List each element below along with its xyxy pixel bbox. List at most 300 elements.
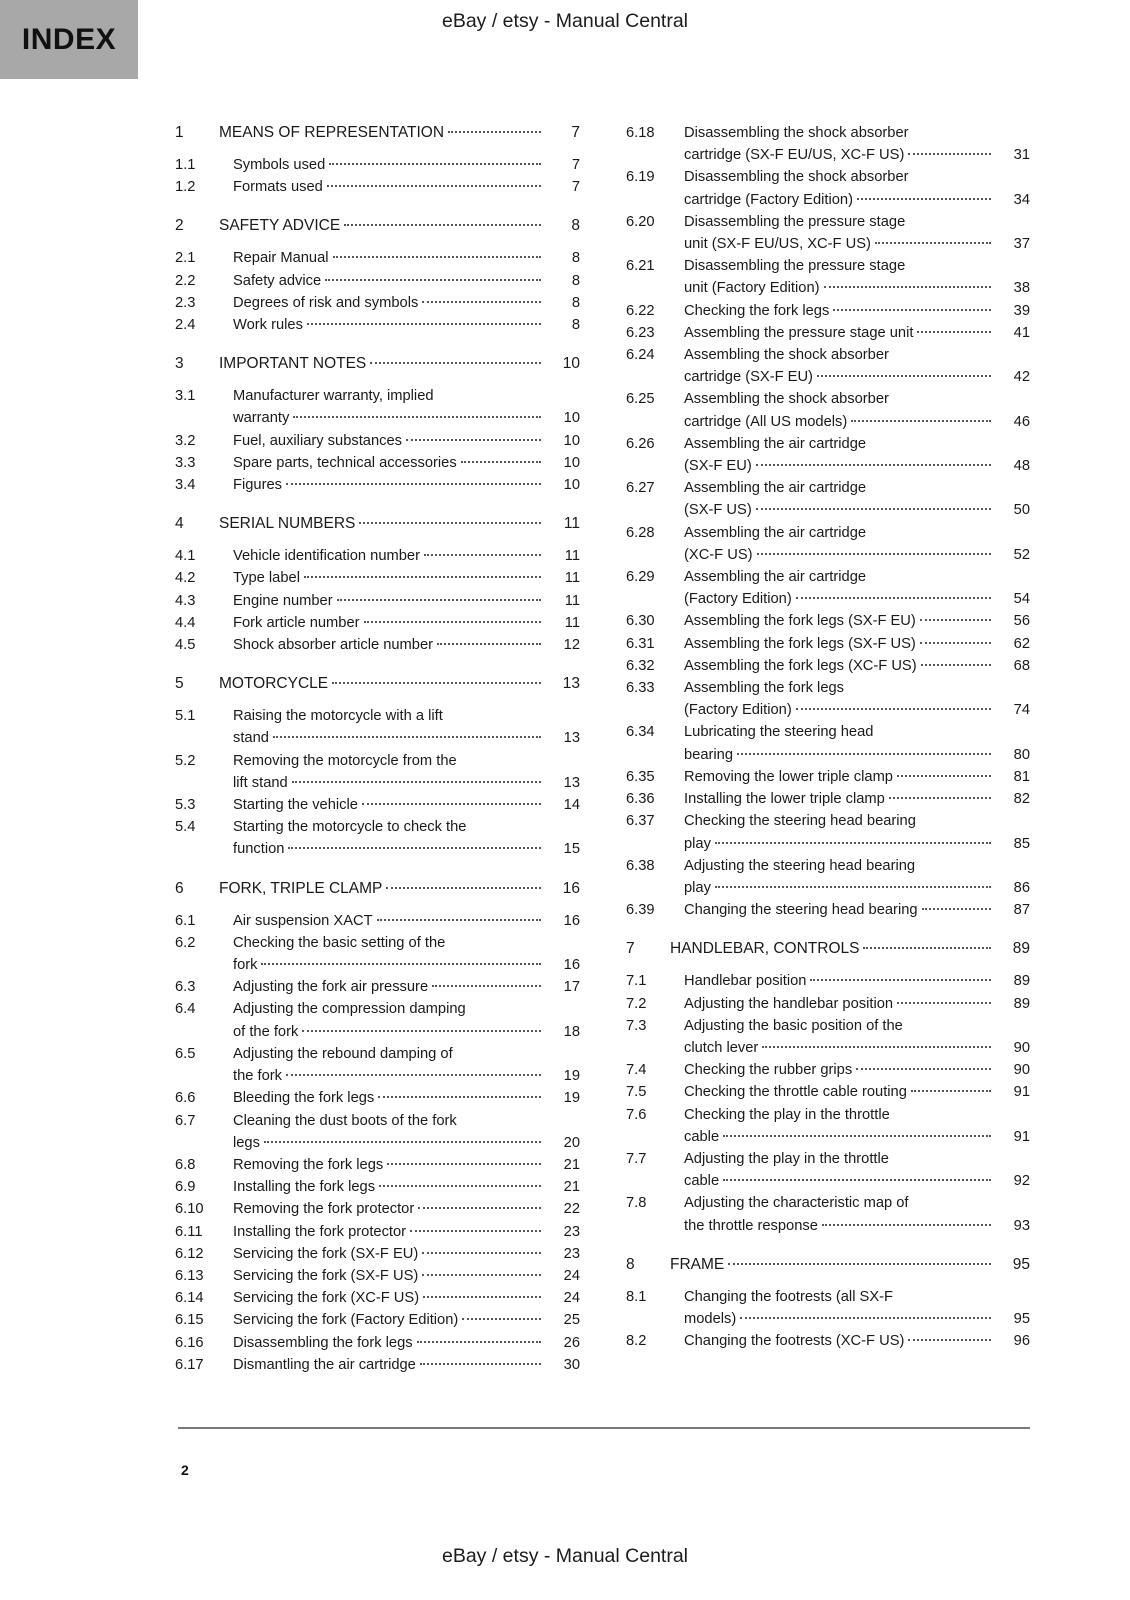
toc-subsection-title	[233, 176, 544, 198]
toc-subsection-title-text: cartridge (SX-F EU/US, XC-F US)	[684, 147, 905, 164]
toc-subsection-row[interactable]	[175, 1154, 580, 1176]
toc-subsection-title	[684, 566, 994, 610]
leader-dots	[432, 985, 541, 987]
toc-subsection-title	[684, 677, 994, 721]
toc-subsection-row[interactable]	[175, 1043, 580, 1087]
toc-subsection-title-text: Assembling the shock absorber	[684, 391, 889, 408]
toc-chapter-row[interactable]	[626, 1254, 1030, 1276]
toc-subsection-title	[233, 1176, 544, 1198]
toc-subsection-title-line	[233, 1221, 544, 1243]
toc-subsection-page: 23	[563, 1245, 580, 1262]
toc-subsection-row[interactable]	[175, 292, 580, 314]
toc-subsection-page: 82	[1013, 791, 1030, 808]
toc-subsection-title-line	[684, 899, 994, 921]
leader-dots	[796, 708, 991, 710]
toc-subsection-title-text: Formats used	[233, 179, 323, 196]
toc-subsection-page: 38	[1013, 280, 1030, 297]
toc-subsection-row[interactable]	[626, 1081, 1030, 1103]
toc-subsection-title-line	[233, 816, 544, 838]
toc-chapter-row[interactable]	[175, 513, 580, 535]
toc-subsection-number: 6.25	[626, 391, 655, 408]
toc-subsection-title	[233, 1265, 544, 1287]
toc-subsection-row[interactable]	[626, 300, 1030, 322]
toc-subsection-row[interactable]	[175, 1198, 580, 1220]
toc-subsection-page: 16	[563, 912, 580, 929]
toc-subsection-title-line	[684, 189, 994, 211]
toc-subsection-number: 6.29	[626, 569, 655, 586]
footer-divider	[178, 1427, 1030, 1429]
toc-subsection-row[interactable]	[175, 474, 580, 496]
toc-subsection-row[interactable]	[626, 211, 1030, 255]
toc-subsection-title	[684, 610, 994, 632]
toc-subsection-row[interactable]	[175, 1110, 580, 1154]
toc-subsection-row[interactable]	[175, 750, 580, 794]
toc-subsection-title-text: Work rules	[233, 317, 303, 334]
leader-dots	[908, 153, 991, 155]
toc-subsection-title	[684, 344, 994, 388]
leader-dots	[810, 979, 991, 981]
toc-subsection-row[interactable]	[626, 970, 1030, 992]
leader-dots	[851, 420, 991, 422]
toc-subsection-row[interactable]	[626, 810, 1030, 854]
toc-subsection-number: 3.1	[175, 388, 196, 405]
toc-subsection-row[interactable]	[175, 816, 580, 860]
toc-subsection-row[interactable]	[175, 1354, 580, 1376]
toc-subsection-title	[684, 1104, 994, 1148]
toc-subsection-title-line	[684, 721, 994, 743]
toc-chapter-number: 2	[175, 217, 184, 235]
toc-subsection-row[interactable]	[626, 610, 1030, 632]
toc-subsection-title-line	[233, 1265, 544, 1287]
toc-subsection-title	[684, 899, 994, 921]
index-tab-label: INDEX	[21, 22, 117, 56]
toc-subsection-title-line	[684, 633, 994, 655]
leader-dots	[921, 664, 991, 666]
toc-subsection-title-text: cable	[684, 1128, 720, 1145]
toc-chapter-number: 3	[175, 355, 184, 373]
toc-subsection-title-line	[233, 247, 544, 269]
toc-subsection-page: 39	[1013, 302, 1030, 319]
toc-subsection-row[interactable]	[175, 910, 580, 932]
toc-subsection-page: 13	[563, 730, 580, 747]
toc-chapter-number: 1	[175, 124, 184, 141]
toc-subsection-title-line	[684, 344, 994, 366]
toc-subsection-title	[233, 545, 544, 567]
toc-subsection-title-line	[684, 993, 994, 1015]
toc-subsection-row[interactable]	[626, 633, 1030, 655]
toc-subsection-title-line	[233, 452, 544, 474]
toc-subsection-title-line	[233, 976, 544, 998]
toc-subsection-page: 7	[571, 179, 580, 196]
leader-dots	[364, 621, 541, 623]
toc-subsection-title-line	[684, 1192, 994, 1214]
toc-subsection-title-text: Removing the fork legs	[233, 1156, 384, 1173]
toc-subsection-title	[684, 211, 994, 255]
toc-subsection-row[interactable]	[175, 1309, 580, 1331]
toc-subsection-page: 11	[564, 570, 580, 587]
toc-subsection-page: 11	[564, 592, 580, 609]
toc-subsection-title-text: Disassembling the shock absorber	[684, 125, 909, 141]
toc-chapter-number: 8	[626, 1255, 635, 1273]
toc-subsection-title	[684, 1286, 994, 1330]
toc-chapter-row[interactable]	[175, 215, 580, 237]
toc-subsection-number: 3.3	[175, 454, 196, 471]
toc-subsection-row[interactable]	[626, 255, 1030, 299]
toc-subsection-row[interactable]	[175, 1087, 580, 1109]
toc-subsection-page: 7	[571, 157, 580, 173]
leader-dots	[756, 508, 991, 510]
toc-subsection-page: 37	[1013, 236, 1030, 253]
toc-subsection-row[interactable]	[175, 154, 580, 176]
toc-subsection-page: 10	[563, 432, 580, 449]
toc-subsection-row[interactable]	[626, 122, 1030, 166]
toc-subsection-title-line	[684, 322, 994, 344]
toc-subsection-row[interactable]	[626, 788, 1030, 810]
toc-subsection-row[interactable]	[175, 1221, 580, 1243]
leader-dots	[273, 736, 541, 738]
toc-subsection-title	[233, 1332, 544, 1354]
leader-dots	[302, 1030, 541, 1032]
toc-subsection-number: 6.18	[626, 125, 655, 141]
leader-dots	[437, 643, 541, 645]
leader-dots	[875, 242, 991, 244]
toc-subsection-page: 90	[1013, 1062, 1030, 1079]
toc-subsection-row[interactable]	[175, 612, 580, 634]
toc-subsection-title-line	[684, 855, 994, 877]
toc-subsection-number: 6.7	[175, 1112, 196, 1129]
toc-subsection-title-text: Checking the rubber grips	[684, 1062, 853, 1079]
toc-subsection-row[interactable]	[626, 1330, 1030, 1352]
toc-subsection-row[interactable]	[175, 247, 580, 269]
toc-subsection-row[interactable]	[626, 322, 1030, 344]
toc-subsection-page: 10	[563, 410, 580, 427]
toc-subsection-title-line	[684, 166, 994, 188]
toc-subsection-title	[684, 122, 994, 166]
toc-subsection-row[interactable]	[175, 1287, 580, 1309]
toc-subsection-title	[233, 1354, 544, 1376]
toc-subsection-page: 31	[1013, 147, 1030, 164]
toc-subsection-title-line	[233, 1087, 544, 1109]
toc-subsection-page: 18	[563, 1023, 580, 1040]
toc-subsection-title-text: Shock absorber article number	[233, 637, 434, 654]
leader-dots	[715, 886, 991, 888]
toc-subsection-title-text: Removing the lower triple clamp	[684, 768, 893, 785]
toc-subsection-title-text: warranty	[233, 410, 290, 427]
toc-subsection-title-line	[233, 567, 544, 589]
toc-subsection-title	[233, 567, 544, 589]
toc-subsection-title	[684, 810, 994, 854]
toc-subsection-row[interactable]	[626, 677, 1030, 721]
toc-subsection-row[interactable]	[175, 794, 580, 816]
toc-subsection-title	[684, 388, 994, 432]
toc-subsection-row[interactable]	[626, 721, 1030, 765]
toc-subsection-title	[684, 766, 994, 788]
toc-subsection-row[interactable]	[626, 522, 1030, 566]
toc-subsection-number: 2.2	[175, 272, 196, 289]
toc-subsection-title-text: Changing the steering head bearing	[684, 902, 918, 919]
toc-subsection-title	[684, 1148, 994, 1192]
toc-subsection-title-line	[684, 211, 994, 233]
toc-subsection-title-line	[684, 1286, 994, 1308]
toc-subsection-row[interactable]	[626, 433, 1030, 477]
toc-subsection-row[interactable]	[175, 176, 580, 198]
toc-subsection-title-line	[233, 1043, 544, 1065]
toc-subsection-title-text: unit (Factory Edition)	[684, 280, 820, 297]
toc-subsection-title-line	[233, 1021, 544, 1043]
toc-subsection-title-text: Assembling the air cartridge	[684, 569, 867, 586]
toc-subsection-title-text: Adjusting the basic position of the	[684, 1017, 903, 1034]
toc-subsection-title-text: cartridge (Factory Edition)	[684, 191, 853, 208]
toc-subsection-title-line	[684, 300, 994, 322]
toc-subsection-page: 86	[1013, 879, 1030, 896]
toc-subsection-title-text: Spare parts, technical accessories	[233, 454, 457, 471]
toc-subsection-title-line	[233, 154, 544, 176]
toc-subsection-title-text: Assembling the air cartridge	[684, 435, 867, 452]
toc-subsection-row[interactable]	[626, 855, 1030, 899]
toc-subsection-row[interactable]	[626, 1015, 1030, 1059]
toc-subsection-number: 6.8	[175, 1156, 196, 1173]
toc-subsection-page: 95	[1013, 1310, 1030, 1327]
toc-subsection-page: 54	[1013, 591, 1030, 608]
toc-subsection-page: 91	[1013, 1084, 1030, 1101]
toc-subsection-row[interactable]	[175, 634, 580, 656]
toc-subsection-row[interactable]	[626, 1286, 1030, 1330]
toc-subsection-title-line	[233, 314, 544, 336]
leader-dots	[911, 1090, 991, 1092]
toc-subsection-number: 6.33	[626, 680, 655, 697]
toc-subsection-page: 42	[1013, 369, 1030, 386]
toc-subsection-title-text: Servicing the fork (XC-F US)	[233, 1290, 420, 1307]
toc-subsection-row[interactable]	[626, 766, 1030, 788]
toc-chapter-title: IMPORTANT NOTES	[219, 355, 367, 373]
leader-dots	[728, 1263, 991, 1265]
toc-subsection-title-line	[233, 292, 544, 314]
toc-subsection-row[interactable]	[175, 314, 580, 336]
leader-dots	[325, 279, 541, 281]
toc-subsection-title-line	[684, 1037, 994, 1059]
toc-subsection-title-line	[233, 385, 544, 407]
toc-subsection-number: 6.2	[175, 934, 196, 951]
toc-subsection-page: 24	[563, 1290, 580, 1307]
toc-subsection-title-text: Servicing the fork (SX-F US)	[233, 1267, 419, 1284]
toc-subsection-title-text: Installing the fork protector	[233, 1223, 407, 1240]
toc-subsection-title-text: Adjusting the characteristic map of	[684, 1195, 909, 1212]
toc-subsection-title-text: legs	[233, 1134, 260, 1151]
toc-subsection-title	[233, 292, 544, 314]
toc-chapter-page: 95	[1012, 1255, 1030, 1273]
toc-subsection-row[interactable]	[175, 705, 580, 749]
toc-subsection-row[interactable]	[626, 566, 1030, 610]
toc-subsection-title	[684, 1330, 994, 1352]
toc-subsection-number: 6.14	[175, 1290, 204, 1307]
toc-subsection-title-line	[684, 366, 994, 388]
toc-subsection-number: 7.7	[626, 1150, 647, 1167]
toc-subsection-title	[684, 633, 994, 655]
toc-subsection-page: 14	[563, 797, 580, 814]
toc-subsection-title	[233, 1221, 544, 1243]
toc-subsection-title	[684, 1059, 994, 1081]
toc-subsection-title-line	[684, 766, 994, 788]
toc-subsection-number: 6.6	[175, 1090, 196, 1107]
toc-subsection-row[interactable]	[626, 899, 1030, 921]
toc-subsection-number: 6.13	[175, 1267, 204, 1284]
toc-subsection-row[interactable]	[626, 1059, 1030, 1081]
toc-subsection-number: 6.34	[626, 724, 655, 741]
toc-subsection-title-line	[233, 954, 544, 976]
toc-subsection-row[interactable]	[626, 477, 1030, 521]
toc-subsection-title-text: Disassembling the pressure stage	[684, 258, 906, 275]
toc-subsection-page: 11	[564, 548, 580, 565]
toc-subsection-number: 6.9	[175, 1179, 196, 1196]
toc-subsection-row[interactable]	[626, 655, 1030, 677]
toc-subsection-row[interactable]	[175, 545, 580, 567]
toc-subsection-number: 6.26	[626, 435, 655, 452]
toc-subsection-page: 21	[563, 1156, 580, 1173]
toc-subsection-row[interactable]	[175, 998, 580, 1042]
leader-dots	[897, 775, 991, 777]
toc-subsection-title-line	[684, 877, 994, 899]
leader-dots	[833, 309, 991, 311]
page-number: 2	[181, 1462, 189, 1478]
toc-subsection-title-line	[233, 1287, 544, 1309]
toc-subsection-title-line	[684, 233, 994, 255]
leader-dots	[756, 464, 991, 466]
toc-subsection-title-line	[684, 677, 994, 699]
toc-subsection-row[interactable]	[175, 1332, 580, 1354]
leader-dots	[817, 375, 991, 377]
toc-subsection-page: 96	[1013, 1333, 1030, 1350]
leader-dots	[863, 947, 991, 949]
toc-subsection-row[interactable]	[626, 1148, 1030, 1192]
toc-subsection-row[interactable]	[175, 452, 580, 474]
toc-subsection-title-line	[684, 433, 994, 455]
toc-subsection-title-text: Assembling the fork legs (XC-F US)	[684, 657, 917, 674]
toc-chapter-page: 89	[1012, 940, 1030, 958]
toc-subsection-title-text: Adjusting the compression damping	[233, 1001, 466, 1018]
toc-subsection-number: 4.4	[175, 614, 196, 631]
toc-subsection-number: 2.4	[175, 317, 196, 334]
toc-subsection-number: 4.1	[175, 548, 196, 565]
toc-subsection-row[interactable]	[175, 385, 580, 429]
toc-subsection-title-line	[233, 270, 544, 292]
toc-subsection-title-text: stand	[233, 730, 269, 747]
leader-dots	[715, 842, 991, 844]
toc-subsection-number: 6.39	[626, 902, 655, 919]
toc-subsection-title	[233, 612, 544, 634]
toc-chapter-page: 10	[562, 355, 580, 373]
toc-subsection-page: 62	[1013, 635, 1030, 652]
toc-subsection-title	[233, 474, 544, 496]
toc-chapter-title: HANDLEBAR, CONTROLS	[670, 940, 860, 958]
toc-chapter-title: MEANS OF REPRESENTATION	[219, 124, 445, 141]
leader-dots	[286, 1074, 541, 1076]
toc-subsection-row[interactable]	[175, 270, 580, 292]
toc-subsection-number: 5.2	[175, 752, 196, 769]
toc-subsection-title-text: clutch lever	[684, 1039, 759, 1056]
toc-subsection-number: 7.3	[626, 1017, 647, 1034]
toc-subsection-row[interactable]	[175, 1243, 580, 1265]
toc-chapter-row[interactable]	[626, 938, 1030, 960]
toc-subsection-title-text: function	[233, 841, 285, 858]
toc-subsection-row[interactable]	[626, 344, 1030, 388]
toc-subsection-page: 30	[563, 1356, 580, 1373]
toc-subsection-title-text: bearing	[684, 746, 733, 763]
toc-subsection-page: 26	[563, 1334, 580, 1351]
toc-subsection-title	[233, 270, 544, 292]
toc-subsection-title-text: Adjusting the handlebar position	[684, 995, 894, 1012]
toc-subsection-title	[233, 910, 544, 932]
toc-subsection-page: 90	[1013, 1039, 1030, 1056]
toc-chapter-number: 7	[626, 940, 635, 958]
toc-subsection-title	[684, 433, 994, 477]
toc-chapter-page: 8	[571, 217, 580, 235]
toc-subsection-page: 19	[563, 1090, 580, 1107]
toc-subsection-title-line	[684, 610, 994, 632]
toc-subsection-row[interactable]	[175, 932, 580, 976]
toc-subsection-page: 87	[1013, 902, 1030, 919]
toc-subsection-row[interactable]	[626, 993, 1030, 1015]
toc-subsection-title-text: Assembling the fork legs (SX-F EU)	[684, 613, 916, 630]
toc-subsection-title-line	[684, 655, 994, 677]
leader-dots	[420, 1363, 541, 1365]
toc-subsection-title-line	[233, 176, 544, 198]
toc-subsection-row[interactable]	[175, 567, 580, 589]
toc-chapter-row[interactable]	[175, 878, 580, 900]
leader-dots	[359, 522, 541, 524]
toc-chapter-row[interactable]	[175, 122, 580, 144]
toc-subsection-row[interactable]	[626, 1192, 1030, 1236]
toc-subsection-row[interactable]	[626, 1104, 1030, 1148]
toc-subsection-title-text: Repair Manual	[233, 250, 329, 267]
toc-subsection-page: 89	[1013, 995, 1030, 1012]
toc-subsection-title-text: Removing the motorcycle from the	[233, 752, 457, 769]
toc-subsection-row[interactable]	[175, 1265, 580, 1287]
toc-subsection-number: 1.2	[175, 179, 196, 196]
toc-subsection-page: 19	[563, 1068, 580, 1085]
toc-subsection-row[interactable]	[175, 590, 580, 612]
toc-subsection-number: 7.5	[626, 1084, 647, 1101]
toc-subsection-title-line	[684, 744, 994, 766]
toc-subsection-title-line	[684, 1015, 994, 1037]
page-footer-title: eBay / etsy - Manual Central	[441, 1545, 689, 1567]
toc-subsection-title	[684, 477, 994, 521]
leader-dots	[757, 553, 991, 555]
toc-subsection-row[interactable]	[175, 1176, 580, 1198]
toc-subsection-page: 89	[1013, 973, 1030, 990]
toc-subsection-page: 8	[571, 294, 580, 311]
toc-chapter-row[interactable]	[175, 353, 580, 375]
leader-dots	[329, 163, 541, 165]
toc-subsection-row[interactable]	[626, 388, 1030, 432]
toc-subsection-number: 7.4	[626, 1062, 647, 1079]
toc-chapter-page: 13	[562, 675, 580, 693]
toc-subsection-title-text: Handlebar position	[684, 973, 807, 990]
toc-subsection-row[interactable]	[626, 166, 1030, 210]
leader-dots	[293, 416, 541, 418]
toc-subsection-title-line	[684, 499, 994, 521]
toc-subsection-title-line	[684, 1104, 994, 1126]
toc-subsection-row[interactable]	[175, 430, 580, 452]
toc-chapter-row[interactable]	[175, 673, 580, 695]
toc-subsection-title-text: (Factory Edition)	[684, 591, 792, 608]
toc-subsection-row[interactable]	[175, 976, 580, 998]
toc-subsection-number: 6.22	[626, 302, 655, 319]
toc-subsection-number: 5.4	[175, 819, 196, 836]
toc-subsection-title-text: models)	[684, 1310, 737, 1327]
toc-subsection-title-line	[684, 1170, 994, 1192]
toc-subsection-number: 6.38	[626, 857, 655, 874]
toc-subsection-number: 6.35	[626, 768, 655, 785]
